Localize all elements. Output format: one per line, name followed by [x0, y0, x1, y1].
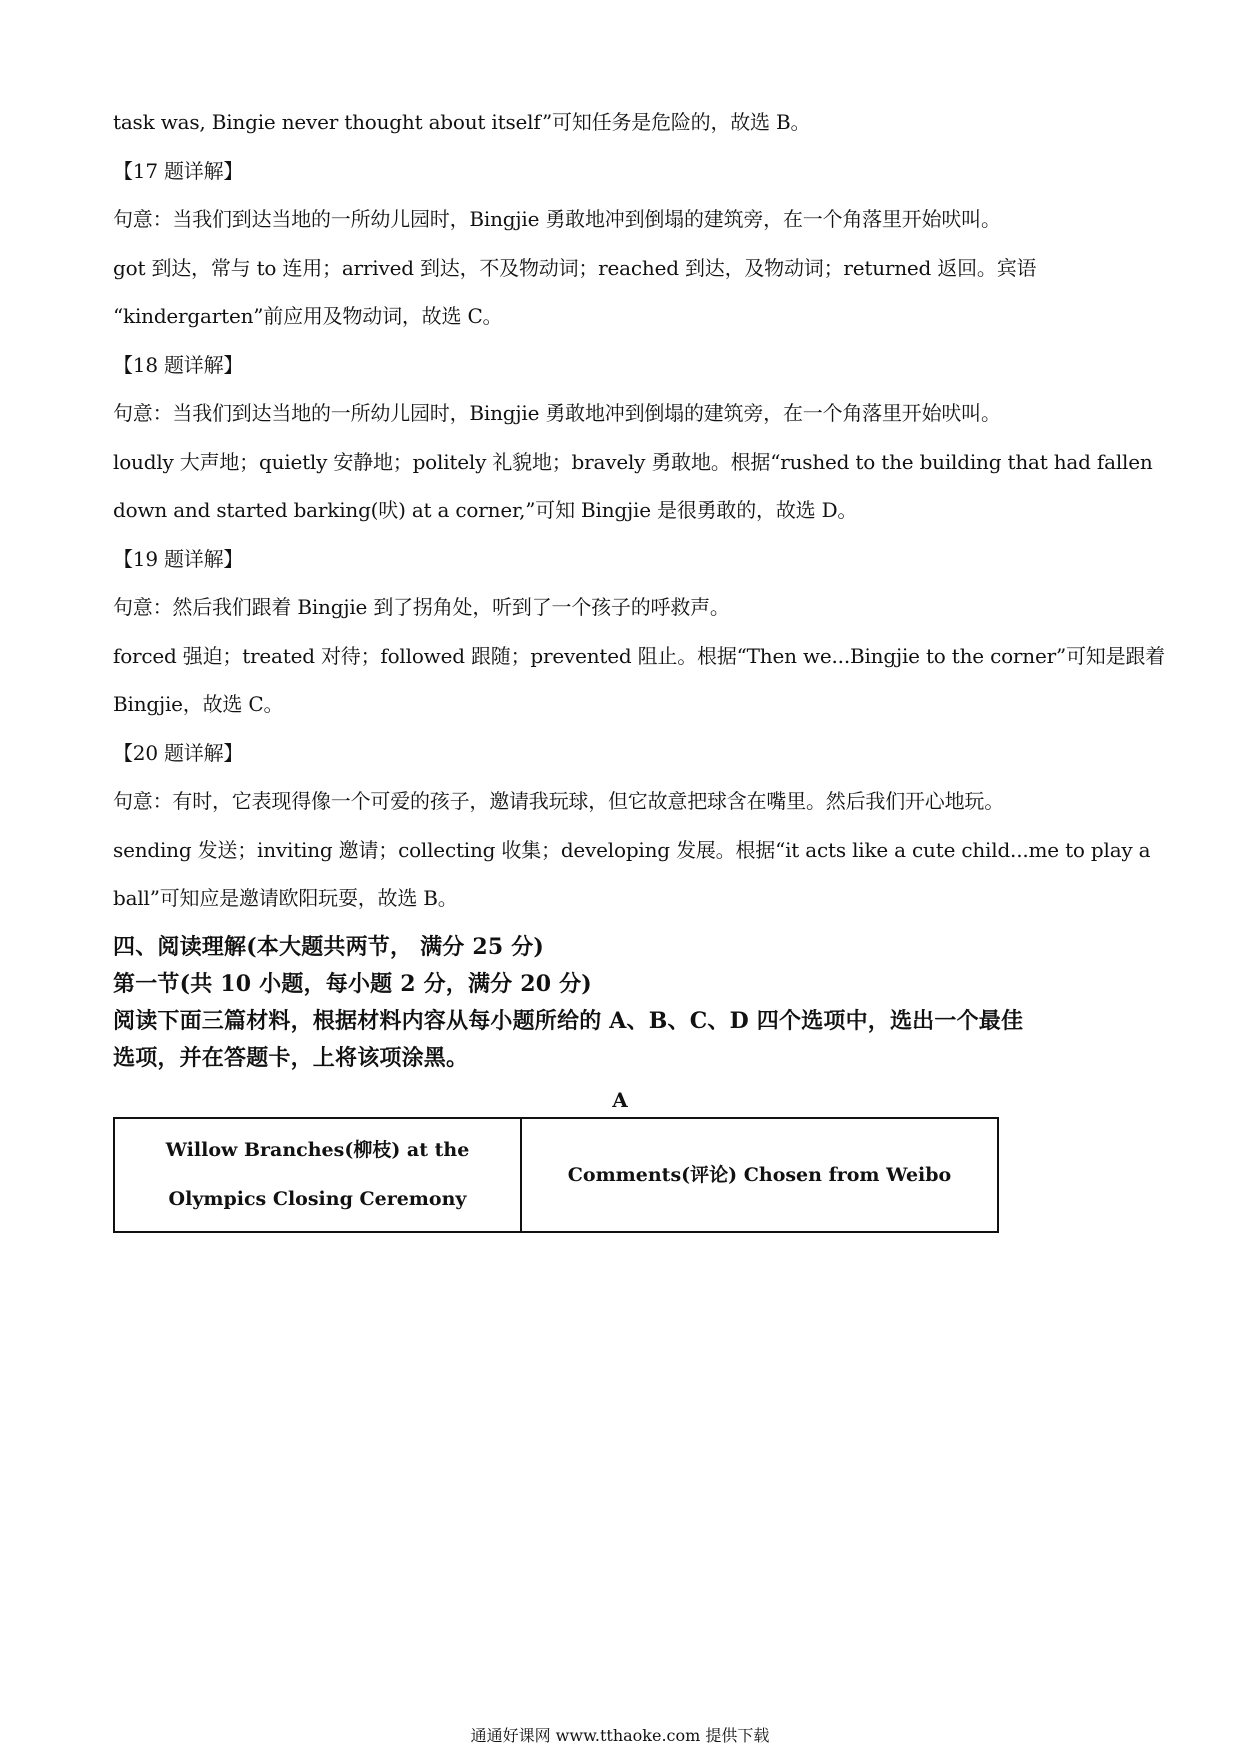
instruction-line: 选项，并在答题卡，上将该项涂黑。 [113, 1044, 469, 1071]
text-line: sending 发送；inviting 邀请；collecting 收集；developing 发展。根据“it acts like a cute child...me to play a [113, 837, 1151, 862]
table-cell-comments: Comments(评论) Chosen from Weibo [521, 1118, 998, 1232]
table-row [114, 1118, 998, 1232]
text-line: forced 强迫；treated 对待；followed 跟随；prevented 阻止。根据“Then we...Bingjie to the corner”可知是跟着 [113, 643, 1165, 668]
table-cell-line: Willow Branches(柳枝) at the [165, 1139, 470, 1161]
text-line: 句意：当我们到达当地的一所幼儿园时，Bingjie 勇敢地冲到倒塌的建筑旁，在一个角落里开始吠叫。 [113, 401, 1001, 425]
question-heading-20: 【20 题详解】 [113, 740, 244, 765]
page-footer: 通通好课网 www.tthaoke.com 提供下载 [470, 1726, 770, 1745]
passage-label: A [612, 1088, 628, 1112]
question-heading-17: 【17 题详解】 [113, 158, 244, 183]
text-line: Bingjie，故选 C。 [113, 692, 284, 716]
instruction-line: 阅读下面三篇材料，根据材料内容从每小题所给的 A、B、C、D 四个选项中，选出一个最佳 [113, 1007, 1024, 1034]
question-heading-19: 【19 题详解】 [113, 546, 244, 571]
page-content [113, 98, 1165, 1077]
text-line: 句意：有时，它表现得像一个可爱的孩子，邀请我玩球，但它故意把球含在嘴里。然后我们开心地玩。 [113, 789, 1004, 813]
text-line: ball”可知应是邀请欧阳玩耍，故选 B。 [113, 886, 458, 910]
table-cell-willow [114, 1118, 521, 1232]
text-line: “kindergarten”前应用及物动词，故选 C。 [113, 304, 503, 328]
table-cell-line: Olympics Closing Ceremony [168, 1188, 467, 1210]
text-line: loudly 大声地；quietly 安静地；politely 礼貌地；bravely 勇敢地。根据“rushed to the building that had fallen [113, 449, 1153, 474]
text-line: down and started barking(吠) at a corner,”可知 Bingjie 是很勇敢的，故选 D。 [113, 498, 858, 522]
text-line: 句意：然后我们跟着 Bingjie 到了拐角处，听到了一个孩子的呼救声。 [113, 595, 730, 619]
text-line: 句意：当我们到达当地的一所幼儿园时，Bingjie 勇敢地冲到倒塌的建筑旁，在一个角落里开始吠叫。 [113, 207, 1001, 231]
text-line: task was, Bingie never thought about itself”可知任务是危险的，故选 B。 [113, 110, 811, 134]
question-heading-18: 【18 题详解】 [113, 352, 244, 377]
passage-table [113, 1117, 999, 1233]
text-line: got 到达，常与 to 连用；arrived 到达，不及物动词；reached 到达，及物动词；returned 返回。宾语 [113, 255, 1037, 280]
section-heading: 四、阅读理解(本大题共两节， 满分 25 分) [113, 933, 545, 960]
subsection-heading: 第一节(共 10 小题，每小题 2 分，满分 20 分) [113, 970, 592, 997]
